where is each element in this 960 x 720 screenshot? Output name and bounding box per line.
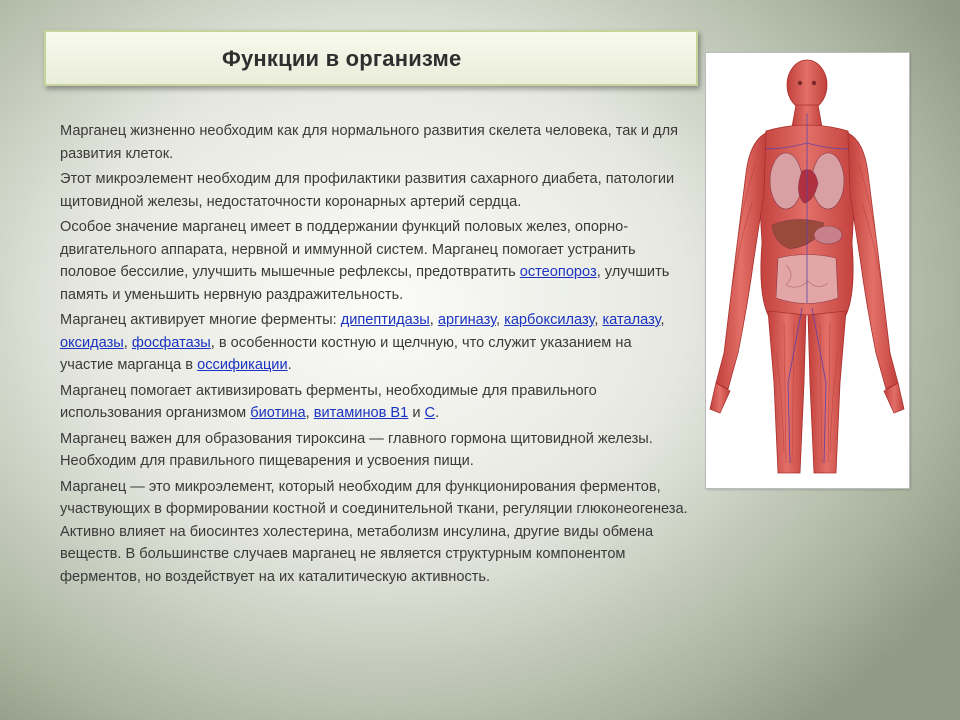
slide-title: Функции в организме — [222, 46, 462, 71]
title-box — [44, 30, 698, 86]
term-link[interactable]: карбоксилазу — [504, 312, 595, 328]
term-link[interactable]: остеопороз — [519, 264, 597, 280]
paragraph-text: Марганец — это микроэлемент, который необходим для функционирования ферментов, участвующих в формировании костной и соединительной ткани, регуляции глюконеогенеза. Активно влияет на биосинтез холестерина, метаболизм инсулина, другие виды обмена веществ. В большинстве случаев марганец не является структурным компонентом ферментов, но воздействует на их каталитическую активность. — [60, 478, 688, 585]
term-link[interactable]: биотина — [250, 405, 306, 421]
paragraph — [60, 168, 688, 213]
paragraph-text: Марганец активирует многие ферменты: — [60, 312, 341, 328]
paragraph-text: , — [660, 312, 665, 328]
paragraph-text: . — [287, 357, 292, 373]
anatomy-figure — [705, 52, 910, 489]
paragraph-text: , — [429, 312, 438, 328]
paragraph — [60, 120, 688, 165]
paragraph-text: , — [123, 334, 132, 351]
paragraph-text: и — [408, 405, 425, 421]
paragraph-text: Марганец важен для образования тироксина — главного гормона щитовидной железы. Необходим для правильного пищеварения и усвоения пищи. — [60, 430, 653, 469]
term-link[interactable]: каталазу — [602, 312, 661, 328]
paragraph-text: , — [305, 405, 314, 421]
term-link[interactable]: аргиназу — [437, 312, 496, 328]
paragraph — [60, 428, 688, 473]
term-link[interactable]: оссификации — [197, 357, 288, 373]
paragraph-text: , в особенности костную и щелчную, что служит указанием на участие марганца в — [60, 334, 632, 373]
paragraph — [60, 476, 688, 589]
term-link[interactable]: оксидазы — [60, 334, 124, 351]
paragraph-text: Этот микроэлемент необходим для профилактики развития сахарного диабета, патологии щитовидной железы, недостаточности коронарных артерий сердца. — [60, 171, 675, 210]
term-link[interactable]: C — [424, 405, 436, 421]
paragraph-text: Особое значение марганец имеет в поддержании функций половых желез, опорно-двигательного аппарата, нервной и иммунной систем. Марганец помогает устранить половое бессилие, улучшить мышечные рефлексы, предотвратить — [60, 219, 636, 280]
paragraph — [60, 309, 688, 377]
slide-body — [60, 120, 688, 591]
paragraph-text: Марганец помогает активизировать ферменты, необходимые для правильного использования организмом — [60, 382, 597, 421]
paragraph-text: , — [496, 312, 505, 328]
paragraph-text: , — [594, 312, 603, 328]
term-link[interactable]: витаминов B1 — [313, 405, 409, 421]
paragraph — [60, 380, 688, 425]
paragraph-text: , улучшить память и уменьшить нервную раздражительность. — [60, 264, 670, 303]
paragraph — [60, 216, 688, 306]
paragraph-text: . — [435, 405, 440, 421]
paragraph-text: Марганец жизненно необходим как для нормального развития скелета человека, так и для развития клеток. — [60, 123, 678, 162]
human-anatomy-illustration — [706, 53, 909, 488]
term-link[interactable]: дипептидазы — [340, 312, 430, 328]
term-link[interactable]: фосфатазы — [131, 334, 211, 351]
